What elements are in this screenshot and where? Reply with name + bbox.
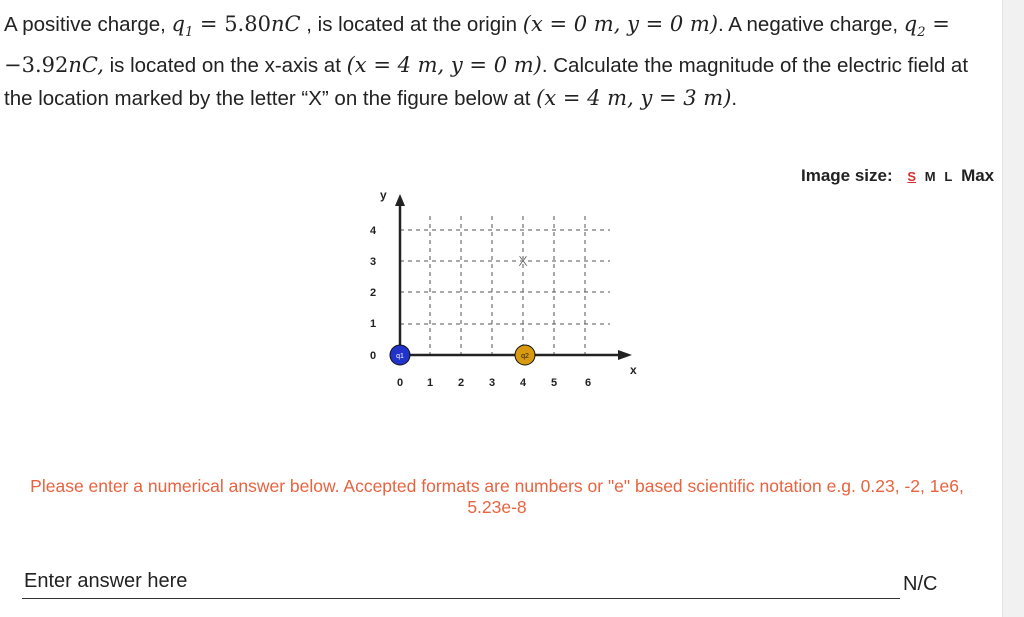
question-text-part: A positive charge,: [4, 13, 172, 36]
question-text-part: is located on the x-axis at: [103, 54, 347, 78]
question-text-part: . Calculate the magnitude of the electric field at the location marked by the letter “X” on the figure below at: [4, 54, 969, 111]
grid: [400, 216, 610, 356]
question-text-part: . A negative charge,: [718, 13, 899, 36]
question-text-part: , is located at the origin: [300, 13, 523, 36]
x-tick-label: 4: [519, 377, 527, 389]
y-tick-label: 2: [369, 287, 377, 299]
y-axis-label: y: [380, 188, 387, 202]
q2-coordinates: (x = 4 m, y = 0 m): [346, 53, 542, 78]
charge-diagram: [360, 186, 650, 416]
q2-expression: $q_2 = -3.92nC$,: [4, 12, 950, 78]
answer-input[interactable]: [22, 566, 904, 596]
q1-expression: $q_1 = 5.80nC$: [171, 12, 301, 41]
field-point-marker: X: [517, 253, 529, 270]
x-tick-label: 5: [550, 377, 558, 389]
y-axis-arrow: [395, 194, 405, 206]
charge-q2-label: q2: [521, 353, 529, 360]
x-tick-label: 1: [426, 377, 434, 389]
charge-q1-label: q1: [396, 353, 404, 360]
x-tick-label: 0: [396, 377, 404, 389]
y-tick-label: 0: [369, 350, 377, 362]
y-tick-label: 3: [369, 256, 377, 268]
x-tick-label: 6: [584, 377, 592, 389]
answer-instructions: Please enter a numerical answer below. Accepted formats are numbers or "e" based scientific notation e.g. 0.23, -2, 1e6, 5.23e-8: [30, 476, 964, 517]
x-axis-arrow: [618, 350, 632, 360]
y-tick-label: 4: [369, 225, 377, 237]
question-text-part: .: [731, 87, 738, 111]
question-text: [4, 8, 994, 115]
origin-coordinates: (x = 0 m, y = 0 m): [522, 12, 719, 36]
x-coordinates: (x = 4 m, y = 3 m): [536, 86, 732, 111]
image-size-s[interactable]: S: [907, 169, 917, 184]
x-axis-label: x: [630, 363, 637, 377]
y-tick-label: 1: [369, 318, 377, 330]
x-tick-label: 3: [488, 377, 496, 389]
scrollbar[interactable]: [1002, 0, 1024, 617]
image-size-max[interactable]: Max: [961, 166, 995, 185]
image-size-selector: [801, 166, 994, 186]
image-size-l[interactable]: L: [944, 169, 953, 184]
image-size-label: Image size:: [801, 166, 893, 185]
x-tick-label: 2: [457, 377, 465, 389]
answer-unit: N/C: [903, 573, 938, 595]
answer-field-container: [22, 566, 900, 599]
image-size-m[interactable]: M: [924, 169, 936, 184]
